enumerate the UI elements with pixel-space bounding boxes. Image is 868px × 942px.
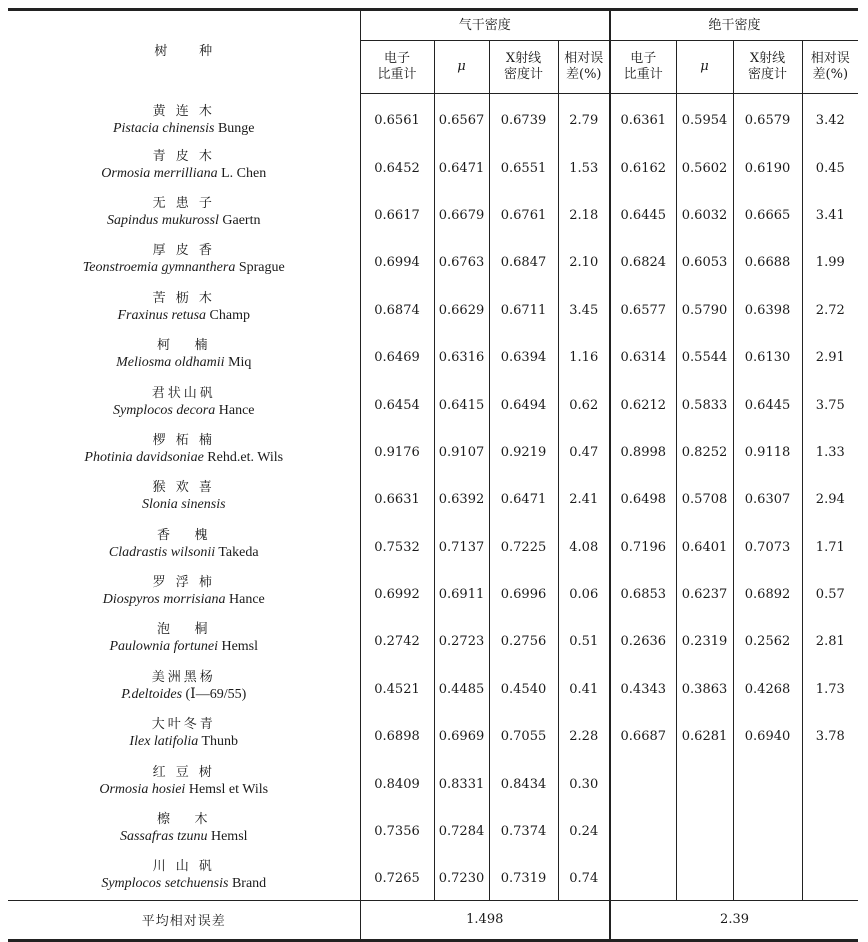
air-mu-header: μ — [434, 41, 489, 94]
oven-mu-cell: 0.5954 — [676, 94, 733, 142]
latin-authority: Thunb — [198, 734, 239, 750]
air-xray-densitometer-cell: 0.6551 — [489, 141, 558, 188]
air-mu-cell: 0.6392 — [434, 473, 489, 520]
oven-relative-error-cell: 0.45 — [802, 141, 858, 188]
air-mu-cell: 0.8331 — [434, 757, 489, 804]
air-electronic-hydrometer-header: 电子 比重计 — [360, 41, 434, 94]
oven-xray-densitometer-header: X射线 密度计 — [733, 41, 802, 94]
species-chinese-name: 罗 浮 柿 — [152, 575, 215, 591]
species-cell — [8, 331, 360, 378]
oven-electronic-hydrometer-cell: 0.6853 — [610, 568, 676, 615]
species-cell — [8, 805, 360, 852]
oven-mu-cell — [676, 852, 733, 900]
air-mu-cell: 0.6471 — [434, 141, 489, 188]
species-latin-name — [8, 828, 360, 845]
air-electronic-hydrometer-cell: 0.8409 — [360, 757, 434, 804]
oven-relative-error-cell: 3.78 — [802, 710, 858, 757]
oven-xray-densitometer-cell: 0.7073 — [733, 521, 802, 568]
air-mu-cell: 0.6911 — [434, 568, 489, 615]
oven-relative-error-cell — [802, 757, 858, 804]
average-label: 平均相对误差 — [8, 900, 360, 940]
oven-mu-cell: 0.5790 — [676, 284, 733, 331]
table-row — [8, 852, 858, 900]
air-xray-densitometer-cell: 0.6471 — [489, 473, 558, 520]
oven-average-value: 2.39 — [610, 900, 858, 940]
air-electronic-hydrometer-cell: 0.6561 — [360, 94, 434, 142]
oven-xray-densitometer-cell: 0.6307 — [733, 473, 802, 520]
oven-mu-cell — [676, 805, 733, 852]
oven-mu-cell: 0.6281 — [676, 710, 733, 757]
air-xray-densitometer-cell: 0.8434 — [489, 757, 558, 804]
air-xray-densitometer-cell: 0.2756 — [489, 615, 558, 662]
table-row — [8, 710, 858, 757]
oven-relative-error-cell — [802, 852, 858, 900]
air-mu-cell: 0.7284 — [434, 805, 489, 852]
species-chinese-name: 柯 楠 — [157, 338, 211, 354]
species-latin-name — [8, 781, 360, 798]
oven-xray-densitometer-cell: 0.6688 — [733, 236, 802, 283]
species-chinese-name: 苦 枥 木 — [152, 290, 215, 306]
latin-authority: L. Chen — [217, 165, 267, 181]
oven-relative-error-cell: 2.72 — [802, 284, 858, 331]
latin-binomial: Paulownia fortunei — [109, 639, 218, 655]
oven-mu-cell: 0.5602 — [676, 141, 733, 188]
oven-xray-densitometer-cell: 0.9118 — [733, 426, 802, 473]
latin-binomial: P.deltoides — [121, 686, 183, 702]
table-row — [8, 805, 858, 852]
species-latin-name — [8, 875, 360, 892]
latin-authority: Hemsl — [217, 639, 259, 655]
oven-electronic-hydrometer-cell: 0.6824 — [610, 236, 676, 283]
air-relative-error-cell: 2.28 — [558, 710, 610, 757]
air-mu-cell: 0.6316 — [434, 331, 489, 378]
oven-relative-error-cell: 0.57 — [802, 568, 858, 615]
oven-mu-cell — [676, 757, 733, 804]
air-mu-cell: 0.6415 — [434, 378, 489, 425]
oven-electronic-hydrometer-cell: 0.6445 — [610, 189, 676, 236]
oven-electronic-hydrometer-cell: 0.6162 — [610, 141, 676, 188]
species-cell — [8, 852, 360, 900]
table-row — [8, 521, 858, 568]
species-chinese-name: 无 患 子 — [152, 195, 215, 211]
air-electronic-hydrometer-cell: 0.6469 — [360, 331, 434, 378]
oven-mu-header: μ — [676, 41, 733, 94]
oven-xray-densitometer-cell: 0.6892 — [733, 568, 802, 615]
species-latin-name — [8, 120, 360, 137]
oven-mu-cell: 0.6032 — [676, 189, 733, 236]
species-chinese-name: 泡 桐 — [157, 622, 211, 638]
oven-mu-cell: 0.5544 — [676, 331, 733, 378]
air-electronic-hydrometer-cell: 0.6992 — [360, 568, 434, 615]
oven-mu-cell: 0.6053 — [676, 236, 733, 283]
air-xray-densitometer-cell: 0.6847 — [489, 236, 558, 283]
species-latin-name — [8, 259, 360, 276]
oven-electronic-hydrometer-cell: 0.7196 — [610, 521, 676, 568]
oven-xray-densitometer-cell — [733, 805, 802, 852]
oven-xray-densitometer-cell — [733, 852, 802, 900]
air-electronic-hydrometer-cell: 0.6631 — [360, 473, 434, 520]
species-cell — [8, 757, 360, 804]
oven-electronic-hydrometer-cell: 0.4343 — [610, 663, 676, 710]
species-cell — [8, 378, 360, 425]
latin-binomial: Symplocos setchuensis — [101, 876, 229, 892]
oven-electronic-hydrometer-cell: 0.6577 — [610, 284, 676, 331]
air-mu-cell: 0.6969 — [434, 710, 489, 757]
air-xray-densitometer-cell: 0.7319 — [489, 852, 558, 900]
latin-binomial: Ilex latifolia — [129, 734, 199, 750]
table-header — [8, 10, 858, 94]
oven-mu-cell: 0.3863 — [676, 663, 733, 710]
air-xray-densitometer-cell: 0.6996 — [489, 568, 558, 615]
air-relative-error-header: 相对误 差(%) — [558, 41, 610, 94]
species-latin-name — [8, 544, 360, 561]
species-chinese-name: 香 槐 — [157, 527, 211, 543]
table-row — [8, 663, 858, 710]
species-cell — [8, 236, 360, 283]
air-xray-densitometer-cell: 0.9219 — [489, 426, 558, 473]
oven-dry-density-header: 绝干密度 — [610, 10, 858, 41]
latin-binomial: Ormosia hosiei — [99, 781, 186, 797]
latin-authority: Gaertn — [218, 212, 261, 228]
species-latin-name — [8, 638, 360, 655]
oven-relative-error-cell: 2.94 — [802, 473, 858, 520]
oven-mu-cell: 0.5833 — [676, 378, 733, 425]
air-mu-cell: 0.6629 — [434, 284, 489, 331]
air-relative-error-cell: 4.08 — [558, 521, 610, 568]
air-xray-densitometer-cell: 0.6494 — [489, 378, 558, 425]
latin-authority: Bunge — [214, 120, 255, 136]
species-cell — [8, 94, 360, 142]
species-cell — [8, 710, 360, 757]
air-relative-error-cell: 0.24 — [558, 805, 610, 852]
air-mu-cell: 0.6763 — [434, 236, 489, 283]
species-chinese-name: 君状山矾 — [151, 385, 216, 401]
species-latin-name — [8, 733, 360, 750]
latin-authority: Hemsl et Wils — [185, 781, 269, 797]
oven-relative-error-cell: 1.99 — [802, 236, 858, 283]
air-xray-densitometer-cell: 0.6711 — [489, 284, 558, 331]
species-latin-name — [8, 212, 360, 229]
latin-authority: Takeda — [215, 544, 259, 560]
species-cell — [8, 473, 360, 520]
latin-binomial: Sapindus mukurossl — [107, 212, 219, 228]
table-row — [8, 331, 858, 378]
air-xray-densitometer-cell: 0.7374 — [489, 805, 558, 852]
air-electronic-hydrometer-cell: 0.9176 — [360, 426, 434, 473]
air-average-value: 1.498 — [360, 900, 610, 940]
species-cell — [8, 141, 360, 188]
air-mu-cell: 0.4485 — [434, 663, 489, 710]
species-latin-name — [8, 402, 360, 419]
species-chinese-name: 红 豆 树 — [152, 764, 215, 780]
air-xray-densitometer-header: X射线 密度计 — [489, 41, 558, 94]
species-chinese-name: 川 山 矾 — [152, 859, 215, 875]
air-relative-error-cell: 1.16 — [558, 331, 610, 378]
air-mu-cell: 0.6679 — [434, 189, 489, 236]
latin-binomial: Meliosma oldhamii — [116, 355, 225, 371]
latin-authority: Brand — [228, 876, 267, 892]
oven-xray-densitometer-cell: 0.2562 — [733, 615, 802, 662]
air-mu-cell: 0.7137 — [434, 521, 489, 568]
air-xray-densitometer-cell: 0.4540 — [489, 663, 558, 710]
air-electronic-hydrometer-cell: 0.6617 — [360, 189, 434, 236]
air-relative-error-cell: 3.45 — [558, 284, 610, 331]
air-relative-error-cell: 2.79 — [558, 94, 610, 142]
oven-relative-error-cell: 3.41 — [802, 189, 858, 236]
air-electronic-hydrometer-cell: 0.6994 — [360, 236, 434, 283]
oven-electronic-hydrometer-cell: 0.6498 — [610, 473, 676, 520]
latin-binomial: Slonia sinensis — [141, 497, 226, 513]
oven-electronic-hydrometer-cell — [610, 757, 676, 804]
latin-binomial: Ormosia merrilliana — [101, 165, 218, 181]
air-xray-densitometer-cell: 0.6394 — [489, 331, 558, 378]
oven-electronic-hydrometer-cell: 0.6361 — [610, 94, 676, 142]
species-chinese-name: 大叶冬青 — [151, 717, 216, 733]
air-mu-cell: 0.6567 — [434, 94, 489, 142]
table-row — [8, 473, 858, 520]
oven-relative-error-cell: 1.73 — [802, 663, 858, 710]
species-chinese-name: 美洲黑杨 — [151, 669, 216, 685]
air-relative-error-cell: 0.30 — [558, 757, 610, 804]
table-row — [8, 378, 858, 425]
air-electronic-hydrometer-cell: 0.7356 — [360, 805, 434, 852]
oven-electronic-hydrometer-cell — [610, 805, 676, 852]
oven-electronic-hydrometer-cell: 0.2636 — [610, 615, 676, 662]
species-cell — [8, 189, 360, 236]
latin-binomial: Photinia davidsoniae — [84, 449, 204, 465]
latin-binomial: Teonstroemia gymnanthera — [82, 260, 236, 276]
species-latin-name — [8, 449, 360, 466]
air-electronic-hydrometer-cell: 0.2742 — [360, 615, 434, 662]
oven-relative-error-cell: 1.71 — [802, 521, 858, 568]
table-row — [8, 426, 858, 473]
air-mu-cell: 0.2723 — [434, 615, 489, 662]
table-row — [8, 757, 858, 804]
oven-xray-densitometer-cell: 0.6940 — [733, 710, 802, 757]
oven-xray-densitometer-cell: 0.6190 — [733, 141, 802, 188]
table-row — [8, 568, 858, 615]
latin-binomial: Fraxinus retusa — [117, 307, 207, 323]
air-mu-cell: 0.9107 — [434, 426, 489, 473]
oven-relative-error-cell: 3.42 — [802, 94, 858, 142]
oven-xray-densitometer-cell: 0.4268 — [733, 663, 802, 710]
latin-binomial: Symplocos decora — [112, 402, 216, 418]
species-latin-name — [8, 307, 360, 324]
species-cell — [8, 521, 360, 568]
oven-mu-cell: 0.6237 — [676, 568, 733, 615]
oven-relative-error-cell — [802, 805, 858, 852]
oven-xray-densitometer-cell: 0.6398 — [733, 284, 802, 331]
latin-authority: Miq — [224, 355, 252, 371]
species-cell — [8, 663, 360, 710]
oven-mu-cell: 0.6401 — [676, 521, 733, 568]
table-body — [8, 94, 858, 901]
oven-xray-densitometer-cell: 0.6665 — [733, 189, 802, 236]
average-relative-error-row — [8, 900, 858, 940]
latin-binomial: Pistacia chinensis — [112, 120, 215, 136]
table-row — [8, 236, 858, 283]
oven-xray-densitometer-cell: 0.6579 — [733, 94, 802, 142]
air-xray-densitometer-cell: 0.7225 — [489, 521, 558, 568]
air-electronic-hydrometer-cell: 0.6454 — [360, 378, 434, 425]
species-cell — [8, 426, 360, 473]
latin-authority: Hemsl — [207, 829, 248, 845]
table-row — [8, 284, 858, 331]
oven-mu-cell: 0.2319 — [676, 615, 733, 662]
species-latin-name — [8, 591, 360, 608]
air-relative-error-cell: 0.51 — [558, 615, 610, 662]
air-electronic-hydrometer-cell: 0.6874 — [360, 284, 434, 331]
species-latin-name — [8, 354, 360, 371]
oven-xray-densitometer-cell: 0.6130 — [733, 331, 802, 378]
oven-electronic-hydrometer-header: 电子 比重计 — [610, 41, 676, 94]
air-relative-error-cell: 1.53 — [558, 141, 610, 188]
oven-xray-densitometer-cell — [733, 757, 802, 804]
air-xray-densitometer-cell: 0.6739 — [489, 94, 558, 142]
table-row — [8, 189, 858, 236]
oven-electronic-hydrometer-cell: 0.8998 — [610, 426, 676, 473]
latin-authority: Hance — [215, 402, 255, 418]
table-row — [8, 141, 858, 188]
table-row — [8, 615, 858, 662]
oven-relative-error-cell: 3.75 — [802, 378, 858, 425]
latin-authority: (Ⅰ—69/55) — [182, 686, 247, 702]
air-xray-densitometer-cell: 0.6761 — [489, 189, 558, 236]
air-relative-error-cell: 2.10 — [558, 236, 610, 283]
air-relative-error-cell: 0.41 — [558, 663, 610, 710]
species-chinese-name: 厚 皮 香 — [152, 243, 215, 259]
latin-authority: Hance — [225, 592, 265, 608]
oven-relative-error-cell: 2.81 — [802, 615, 858, 662]
air-relative-error-cell: 0.62 — [558, 378, 610, 425]
oven-mu-cell: 0.8252 — [676, 426, 733, 473]
species-chinese-name: 椤 柘 楠 — [152, 432, 215, 448]
air-electronic-hydrometer-cell: 0.4521 — [360, 663, 434, 710]
species-chinese-name: 猴 欢 喜 — [152, 480, 215, 496]
oven-relative-error-header: 相对误 差(%) — [802, 41, 858, 94]
table-row — [8, 94, 858, 142]
species-latin-name — [8, 686, 360, 703]
air-electronic-hydrometer-cell: 0.7265 — [360, 852, 434, 900]
oven-electronic-hydrometer-cell — [610, 852, 676, 900]
oven-xray-densitometer-cell: 0.6445 — [733, 378, 802, 425]
oven-relative-error-cell: 1.33 — [802, 426, 858, 473]
species-latin-name — [8, 496, 360, 513]
latin-binomial: Sassafras tzunu — [119, 829, 208, 845]
air-electronic-hydrometer-cell: 0.7532 — [360, 521, 434, 568]
species-cell — [8, 568, 360, 615]
air-electronic-hydrometer-cell: 0.6452 — [360, 141, 434, 188]
air-dry-density-header: 气干密度 — [360, 10, 610, 41]
air-relative-error-cell: 0.47 — [558, 426, 610, 473]
species-latin-name — [8, 165, 360, 182]
species-cell — [8, 615, 360, 662]
oven-electronic-hydrometer-cell: 0.6212 — [610, 378, 676, 425]
air-mu-cell: 0.7230 — [434, 852, 489, 900]
air-xray-densitometer-cell: 0.7055 — [489, 710, 558, 757]
latin-authority: Rehd.et. Wils — [203, 449, 284, 465]
oven-mu-cell: 0.5708 — [676, 473, 733, 520]
wood-density-table — [8, 8, 858, 942]
latin-authority: Champ — [206, 307, 250, 323]
oven-electronic-hydrometer-cell: 0.6314 — [610, 331, 676, 378]
latin-binomial: Cladrastis wilsonii — [108, 544, 216, 560]
air-relative-error-cell: 2.18 — [558, 189, 610, 236]
species-chinese-name: 青 皮 木 — [152, 148, 215, 164]
latin-binomial: Diospyros morrisiana — [102, 592, 226, 608]
species-chinese-name: 檫 木 — [157, 812, 211, 828]
species-cell — [8, 284, 360, 331]
oven-electronic-hydrometer-cell: 0.6687 — [610, 710, 676, 757]
latin-authority: Sprague — [235, 260, 285, 276]
species-chinese-name: 黄 连 木 — [152, 103, 215, 119]
air-relative-error-cell: 0.74 — [558, 852, 610, 900]
air-relative-error-cell: 2.41 — [558, 473, 610, 520]
air-electronic-hydrometer-cell: 0.6898 — [360, 710, 434, 757]
air-relative-error-cell: 0.06 — [558, 568, 610, 615]
species-header: 树 种 — [154, 44, 214, 60]
oven-relative-error-cell: 2.91 — [802, 331, 858, 378]
